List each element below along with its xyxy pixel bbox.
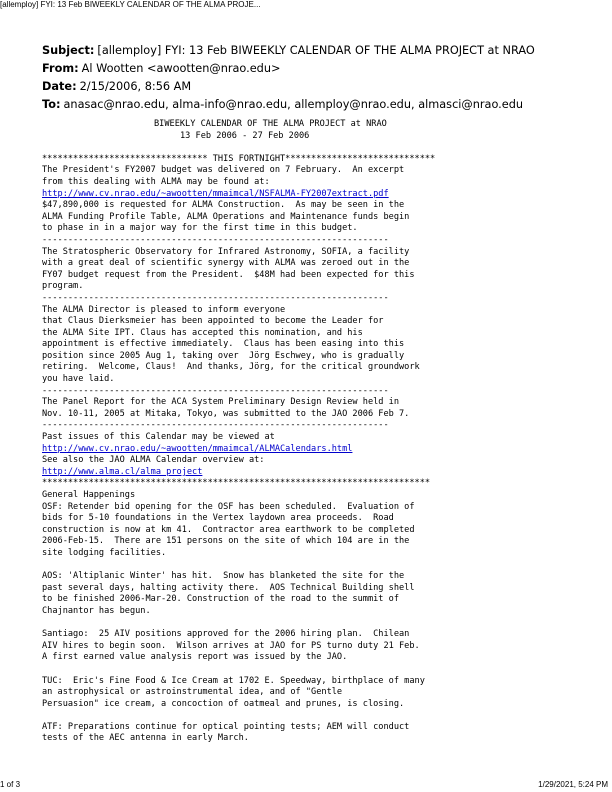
santiago-paragraph: Santiago: 25 AIV positions approved for the 2006 hiring plan. Chilean AIV hires to begin soon. Wilson arrives at JAO for PS turno duty 21 Feb. A first earned value analysis report was issued by the JAO. — [42, 629, 420, 663]
atf-paragraph: ATF: Preparations continue for optical pointing tests; AEM will conduct tests of the AEC antenna in early March. — [42, 721, 410, 744]
director-paragraph: The ALMA Director is pleased to inform everyone that Claus Dierksmeier has been appointed to become the Leader for the ALMA Site IPT. Claus has accepted this nomination, and his appointment is effective immediately. Claus has been easing into this position since 2005 Aug 1, taking over Jörg Eschwey, who is gradually retiring. Welcome, Claus! And thanks, Jörg, for the critical groundwork you have laid. — [42, 304, 420, 385]
aca-paragraph: The Panel Report for the ACA System Preliminary Design Review held in Nov. 10-11, 2005 at Mitaka, Tokyo, was submitted to the JAO 2006 Feb 7. — [42, 397, 410, 419]
jao-calendar-text: See also the JAO ALMA Calendar overview at: — [42, 455, 265, 466]
aos-paragraph: AOS: 'Altiplanic Winter' has hit. Snow has blanketed the site for the past several days, halting activity there. AOS Technical Building shell to be finished 2006-Mar-20. Construction of the road to the summit of Chajnantor has begun. — [42, 571, 415, 616]
print-timestamp: 1/29/2021, 5:24 PM — [538, 780, 608, 789]
past-issues-link[interactable]: http://www.cv.nrao.edu/~awootten/mmaimcal/ALMACalendars.html — [42, 443, 353, 454]
tuc-paragraph: TUC: Eric's Fine Food & Ice Cream at 1702 E. Speedway, birthplace of many an astrophysical or astroinstrumental idea, and of "Gentle Persuasion" ice cream, a concoction of oatmeal and prunes, is closing. — [42, 675, 425, 709]
date-row — [42, 78, 535, 96]
subject-row — [42, 42, 535, 60]
budget-extract-link[interactable]: http://www.cv.nrao.edu/~awootten/mmaimcal/NSFALMA-FY2007extract.pdf — [42, 188, 389, 199]
calendar-title: BIWEEKLY CALENDAR OF THE ALMA PROJECT at NRAO — [154, 119, 387, 129]
subject-label: Subject: — [42, 44, 95, 57]
from-row — [42, 60, 535, 78]
email-body — [42, 119, 435, 745]
fortnight-banner: ******************************** THIS FORTNIGHT***************************** — [42, 153, 436, 164]
budget-paragraph: The President's FY2007 budget was delivered on 7 February. An excerpt from this dealing with ALMA may be found at: — [42, 165, 405, 187]
divider: ------------------------------------------------------------------- — [42, 385, 389, 396]
subject-value: [allemploy] FYI: 13 Feb BIWEEKLY CALENDAR OF THE ALMA PROJECT at NRAO — [97, 44, 535, 57]
date-label: Date: — [42, 80, 77, 93]
calendar-date-range: 13 Feb 2006 - 27 Feb 2006 — [180, 130, 310, 141]
print-page-header: [allemploy] FYI: 13 Feb BIWEEKLY CALENDAR OF THE ALMA PROJE... — [0, 0, 261, 9]
to-label: To: — [42, 98, 61, 111]
stars-banner: *************************************************************************** — [42, 478, 431, 489]
past-issues-text: Past issues of this Calendar may be viewed at — [42, 432, 275, 443]
osf-paragraph: OSF: Retender bid opening for the OSF has been scheduled. Evaluation of bids for 5-10 foundations in the Vertex laydown area proceeds. Road construction is now at km 41. Contractor area earthwork to be completed 2006-Feb-15. There are 151 persons on the site of which 104 are in the site lodging facilities. — [42, 501, 415, 558]
jao-calendar-link[interactable]: http://www.alma.cl/alma_project — [42, 466, 203, 477]
page-number: 1 of 3 — [0, 780, 21, 789]
from-label: From: — [42, 62, 79, 75]
divider: ------------------------------------------------------------------- — [42, 292, 389, 303]
divider: ------------------------------------------------------------------- — [42, 420, 389, 431]
budget-paragraph-2: $47,890,000 is requested for ALMA Construction. As may be seen in the ALMA Funding Profile Table, ALMA Operations and Maintenance funds begin to phase in in a major way for the first time in this budget. — [42, 200, 410, 234]
date-value: 2/15/2006, 8:56 AM — [79, 80, 192, 93]
general-happenings-heading: General Happenings — [42, 490, 136, 500]
sofia-paragraph: The Stratospheric Observatory for Infrared Astronomy, SOFIA, a facility with a great deal of scientific synergy with ALMA was zeroed out in the FY07 budget request from the President. $48M had been expected for this program. — [42, 246, 415, 292]
divider: ------------------------------------------------------------------- — [42, 234, 389, 245]
email-headers — [42, 42, 535, 114]
to-value: anasac@nrao.edu, alma-info@nrao.edu, allemploy@nrao.edu, almasci@nrao.edu — [63, 98, 524, 111]
from-value: Al Wootten <awootten@nrao.edu> — [81, 62, 281, 75]
to-row — [42, 96, 535, 114]
